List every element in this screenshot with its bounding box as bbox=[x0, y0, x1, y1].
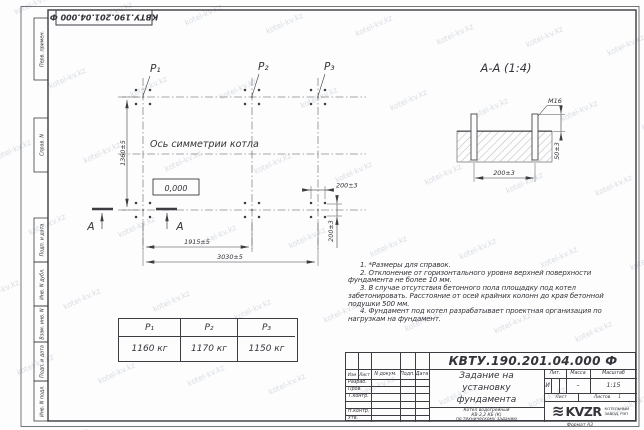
note-4: 4. Фундамент под котел разрабатывает проектная организация по нагрузкам на фундамент. bbox=[348, 307, 602, 323]
tb-object-line: КВ-2,2 КБ (К) bbox=[471, 412, 502, 418]
svg-text:Инв. N подл.: Инв. N подл. bbox=[40, 385, 46, 417]
load-label-p2: P₂ bbox=[258, 61, 269, 73]
tb-col-docnum: N докум. bbox=[374, 371, 397, 377]
tb-col-list: Лист bbox=[359, 371, 370, 377]
load-label-p3: P₃ bbox=[324, 61, 335, 73]
tb-sheet-label: Лист bbox=[555, 394, 567, 400]
tb-sheets bbox=[578, 393, 637, 401]
load-label-p1: P₁ bbox=[150, 63, 161, 75]
load-table-header: P₂ bbox=[181, 319, 238, 337]
tb-scale-value: 1:15 bbox=[606, 382, 621, 389]
note-1: 1. *Размеры для справок. bbox=[360, 261, 451, 269]
tb-row-razrab: Разраб. bbox=[348, 380, 367, 386]
dim-1360: 1360±5 bbox=[119, 140, 127, 166]
tb-lit-label: Лит. bbox=[549, 371, 561, 376]
tb-lit-value: И bbox=[545, 382, 550, 389]
logo-caption-line: ЗАВОД, РЭП bbox=[604, 410, 628, 416]
load-table-value: 1160 кг bbox=[119, 337, 181, 361]
tb-designation: КВТУ.190.201.04.000 Ф bbox=[448, 354, 618, 368]
load-table-value: 1170 кг bbox=[181, 337, 238, 361]
dim-200-y: 200±3 bbox=[327, 220, 335, 242]
elevation-mark: 0,000 bbox=[164, 184, 188, 193]
load-table-header: P₁ bbox=[119, 319, 181, 337]
dim-3030: 3030±5 bbox=[217, 253, 243, 261]
tb-col-izm: Изм bbox=[347, 371, 357, 377]
note-3: 3. В случае отсутствия бетонного пола площадку под котел забетонировать. Расстояние от осей крайних колонн до края бетонной подушки 500 мм. bbox=[348, 284, 604, 308]
tb-col-data: Дата bbox=[415, 371, 429, 377]
svg-text:Справ. N: Справ. N bbox=[40, 134, 46, 156]
tb-title-line: Задание на bbox=[459, 371, 514, 381]
dim-1915: 1915±5 bbox=[184, 238, 210, 246]
logo-caption-line: КОТЕЛЬНЫЙ bbox=[604, 406, 630, 412]
tb-scale-label: Масштаб bbox=[602, 371, 625, 376]
svg-text:Перв. примен.: Перв. примен. bbox=[40, 30, 46, 68]
load-table bbox=[118, 318, 298, 362]
dim-50-section: 50±3 bbox=[553, 142, 561, 160]
section-letter-a1: А bbox=[87, 221, 95, 233]
svg-text:Взам. инв. N: Взам. инв. N bbox=[40, 308, 46, 340]
tb-object-line: по техническому заданию bbox=[455, 417, 518, 422]
tb-row-utv: Утв. bbox=[348, 416, 359, 421]
tb-row-prov: Пров. bbox=[348, 387, 362, 393]
section-title: А-А (1:4) bbox=[480, 61, 532, 75]
tb-mass-value: – bbox=[576, 382, 580, 389]
kvzr-logo-caption bbox=[605, 407, 630, 416]
notes-block bbox=[348, 262, 631, 324]
tb-title-line: установку bbox=[462, 383, 511, 393]
dim-200-x: 200±3 bbox=[336, 181, 358, 190]
tb-sheets-label: Листов bbox=[593, 394, 611, 400]
corner-designation: КВТУ.190.201.04.000 Ф bbox=[49, 12, 159, 22]
thread-label: M16 bbox=[548, 97, 562, 105]
tb-row-empty bbox=[346, 401, 371, 408]
tb-sheets-value: 1 bbox=[618, 394, 622, 400]
note-2: 2. Отклонение от горизонтального уровня верхней поверхности фундамента не более 10 мм. bbox=[348, 268, 592, 285]
load-table-value: 1150 кг bbox=[248, 344, 285, 354]
company-logo bbox=[544, 401, 637, 422]
svg-text:Подп. и дата: Подп. и дата bbox=[40, 345, 46, 378]
symmetry-axis-label: Ось симметрии котла bbox=[150, 139, 259, 150]
tb-row-nkontr: Н.контр. bbox=[348, 408, 370, 414]
svg-text:Инв. N дубл.: Инв. N дубл. bbox=[40, 268, 46, 300]
title-block bbox=[345, 352, 636, 421]
tb-col-podp: Подп. bbox=[400, 371, 415, 377]
kvzr-logo-text: KVZR bbox=[565, 404, 602, 419]
load-table-header: P₃ bbox=[238, 319, 295, 337]
kvzr-logo-icon: ≋ bbox=[551, 402, 565, 420]
dim-200-section: 200±3 bbox=[493, 169, 515, 177]
format-label: Формат А3 bbox=[566, 423, 594, 428]
tb-object-line: Котел водогрейный bbox=[463, 407, 510, 413]
tb-title-line: фундамента bbox=[456, 395, 517, 405]
section-letter-a2: А bbox=[176, 221, 184, 233]
svg-text:Подп. и дата: Подп. и дата bbox=[40, 223, 46, 257]
tb-mass-label: Масса bbox=[570, 371, 586, 376]
tb-row-tkontr: Т.контр. bbox=[348, 394, 369, 400]
